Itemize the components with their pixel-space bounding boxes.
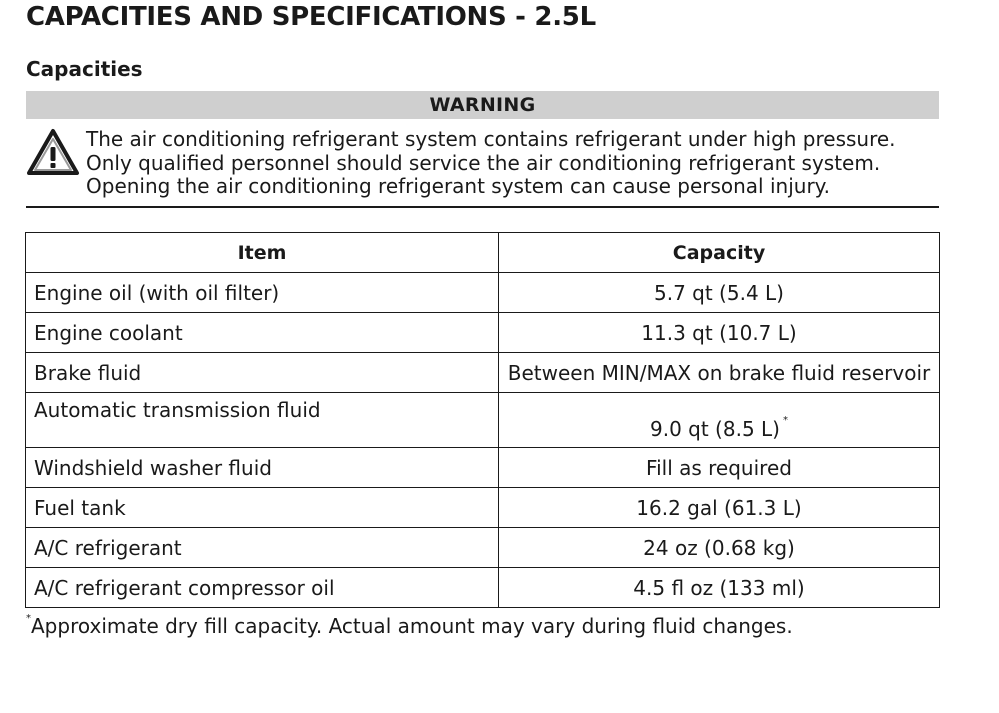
table-header-row — [26, 233, 940, 273]
capacity-cell: 11.3 qt (10.7 L) — [499, 313, 940, 353]
capacities-table — [25, 232, 940, 608]
item-cell: Windshield washer fluid — [26, 448, 499, 488]
page-title: CAPACITIES AND SPECIFICATIONS - 2.5L — [26, 2, 596, 32]
capacity-cell: Between MIN/MAX on brake fluid reservoir — [499, 353, 940, 393]
column-header-capacity: Capacity — [499, 233, 940, 273]
warning-line: The air conditioning refrigerant system contains refrigerant under high pressure. — [86, 127, 896, 151]
warning-line: Only qualified personnel should service the air conditioning refrigerant system. — [86, 150, 881, 175]
warning-line: Opening the air conditioning refrigerant system can cause personal injury. — [86, 174, 831, 198]
capacity-cell: 4.5 fl oz (133 ml) — [499, 568, 940, 608]
table-row — [26, 568, 940, 608]
warning-divider — [26, 206, 939, 208]
capacity-cell: 5.7 qt (5.4 L) — [499, 273, 940, 313]
column-header-item: Item — [26, 233, 499, 273]
table-row — [26, 273, 940, 313]
item-cell: A/C refrigerant — [26, 528, 499, 568]
item-cell: Brake fluid — [26, 353, 499, 393]
capacity-value: 9.0 qt (8.5 L) — [650, 417, 780, 441]
footnote-text: Approximate dry fill capacity. Actual amount may vary during fluid changes. — [31, 614, 793, 638]
footnote — [26, 614, 793, 638]
item-cell: Automatic transmission fluid — [26, 393, 499, 448]
warning-message — [86, 128, 941, 199]
item-cell: Engine oil (with oil filter) — [26, 273, 499, 313]
footnote-marker: * — [26, 613, 31, 624]
table-row — [26, 448, 940, 488]
table-row — [26, 488, 940, 528]
capacity-cell: 24 oz (0.68 kg) — [499, 528, 940, 568]
item-cell: A/C refrigerant compressor oil — [26, 568, 499, 608]
item-cell: Engine coolant — [26, 313, 499, 353]
capacity-cell — [499, 393, 940, 448]
capacity-cell: 16.2 gal (61.3 L) — [499, 488, 940, 528]
warning-triangle-icon — [26, 128, 80, 176]
capacity-cell: Fill as required — [499, 448, 940, 488]
footnote-marker: * — [782, 415, 788, 426]
warning-heading: WARNING — [26, 91, 939, 119]
table-row — [26, 353, 940, 393]
table-row — [26, 528, 940, 568]
section-title: Capacities — [26, 57, 143, 81]
table-row — [26, 313, 940, 353]
table-row — [26, 393, 940, 448]
item-cell: Fuel tank — [26, 488, 499, 528]
